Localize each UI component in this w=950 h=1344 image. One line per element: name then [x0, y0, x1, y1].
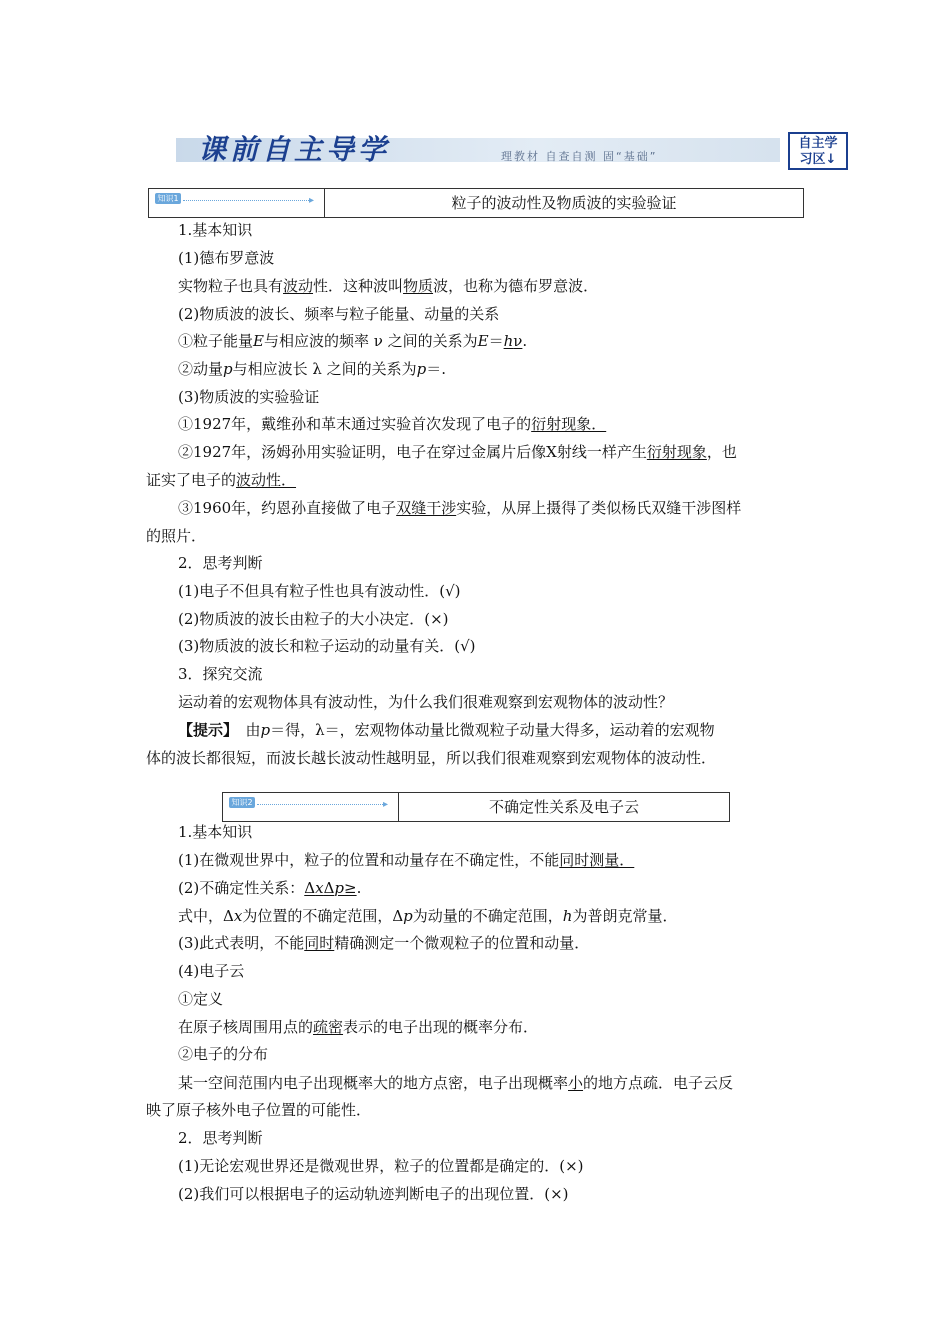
s1-line: ①1927年，戴维孙和革末通过实验首次发现了电子的衍射现象． [178, 415, 607, 433]
s1-line: ①粒子能量E与相应波的频率 ν 之间的关系为E＝hν. [178, 332, 528, 350]
badge-line-1: 自主学 [798, 136, 838, 151]
s2-line: 映了原子核外电子位置的可能性． [146, 1101, 372, 1119]
s1-line: 证实了电子的波动性． [146, 471, 297, 489]
arrow-right-icon: ▸ [383, 799, 389, 810]
s1-line: 2．思考判断 [178, 554, 263, 572]
s1-line: ②动量p与相应波长 λ 之间的关系为p＝. [178, 360, 447, 378]
s2-line: (1)在微观世界中，粒子的位置和动量存在不确定性，不能同时测量． [178, 851, 635, 869]
s1-line: ②1927年，汤姆孙用实验证明，电子在穿过金属片后像X射线一样产生衍射现象，也 [178, 443, 737, 461]
tag-dotted-line [257, 804, 383, 805]
banner-subtitle: 理教材 自查自测 固“基础” [501, 150, 658, 163]
s1-line: 3．探究交流 [178, 665, 263, 683]
s1-line: 的照片． [146, 527, 207, 545]
banner-title: 课前自主导学 [198, 133, 391, 166]
knowledge-2-header [222, 792, 730, 822]
knowledge-1-title: 粒子的波动性及物质波的实验验证 [451, 194, 677, 212]
s1-line: 体的波长都很短，而波长越长波动性越明显，所以我们很难观察到宏观物体的波动性． [146, 749, 717, 767]
s1-line: 【提示】 由p＝得，λ＝，宏观物体动量比微观粒子动量大得多，运动着的宏观物 [178, 721, 715, 739]
s1-line: 实物粒子也具有波动性．这种波叫物质波，也称为德布罗意波． [178, 277, 599, 295]
arrow-right-icon: ▸ [309, 195, 315, 206]
s2-line: 1.基本知识 [178, 823, 253, 841]
badge-line-2: 习区↓ [799, 152, 837, 167]
s2-line: (3)此式表明，不能同时精确测定一个微观粒子的位置和动量． [178, 934, 590, 952]
s1-line: 1.基本知识 [178, 221, 253, 239]
tag-dotted-line [183, 200, 309, 201]
s2-line: 式中，Δx为位置的不确定范围，Δp为动量的不确定范围，h为普朗克常量． [178, 907, 678, 925]
s2-line: (2)不确定性关系：ΔxΔp≥. [178, 879, 362, 897]
s1-line: 运动着的宏观物体具有波动性，为什么我们很难观察到宏观物体的波动性？ [178, 693, 674, 711]
s1-line: (2)物质波的波长由粒子的大小决定．(×) [178, 610, 449, 628]
s1-line: ③1960年，约恩孙直接做了电子双缝干涉实验，从屏上摄得了类似杨氏双缝干涉图样 [178, 499, 742, 517]
knowledge-2-title: 不确定性关系及电子云 [488, 798, 639, 816]
s2-line: 在原子核周围用点的疏密表示的电子出现的概率分布． [178, 1018, 539, 1036]
section-banner [176, 128, 848, 172]
s2-line: 某一空间范围内电子出现概率大的地方点密，电子出现概率小的地方点疏．电子云反 [178, 1074, 734, 1092]
s2-line: (4)电子云 [178, 962, 245, 980]
s1-line: (3)物质波的实验验证 [178, 388, 320, 406]
knowledge-1-header [148, 188, 804, 218]
s1-line: (1)电子不但具有粒子性也具有波动性．(√) [178, 582, 461, 600]
knowledge-2-tag [223, 793, 399, 821]
knowledge-1-tag-label: 知识1 [155, 193, 181, 204]
banner-badge [788, 132, 848, 170]
s2-line: (2)我们可以根据电子的运动轨迹判断电子的出现位置．(×) [178, 1185, 569, 1203]
s1-line: (2)物质波的波长、频率与粒子能量、动量的关系 [178, 305, 500, 323]
knowledge-2-tag-label: 知识2 [229, 797, 255, 808]
s1-line: (3)物质波的波长和粒子运动的动量有关．(√) [178, 637, 476, 655]
knowledge-1-tag [149, 189, 325, 217]
s2-line: 2．思考判断 [178, 1129, 263, 1147]
s2-line: ①定义 [178, 990, 224, 1008]
s1-line: (1)德布罗意波 [178, 249, 275, 267]
s2-line: (1)无论宏观世界还是微观世界，粒子的位置都是确定的．(×) [178, 1157, 584, 1175]
s2-line: ②电子的分布 [178, 1045, 269, 1063]
